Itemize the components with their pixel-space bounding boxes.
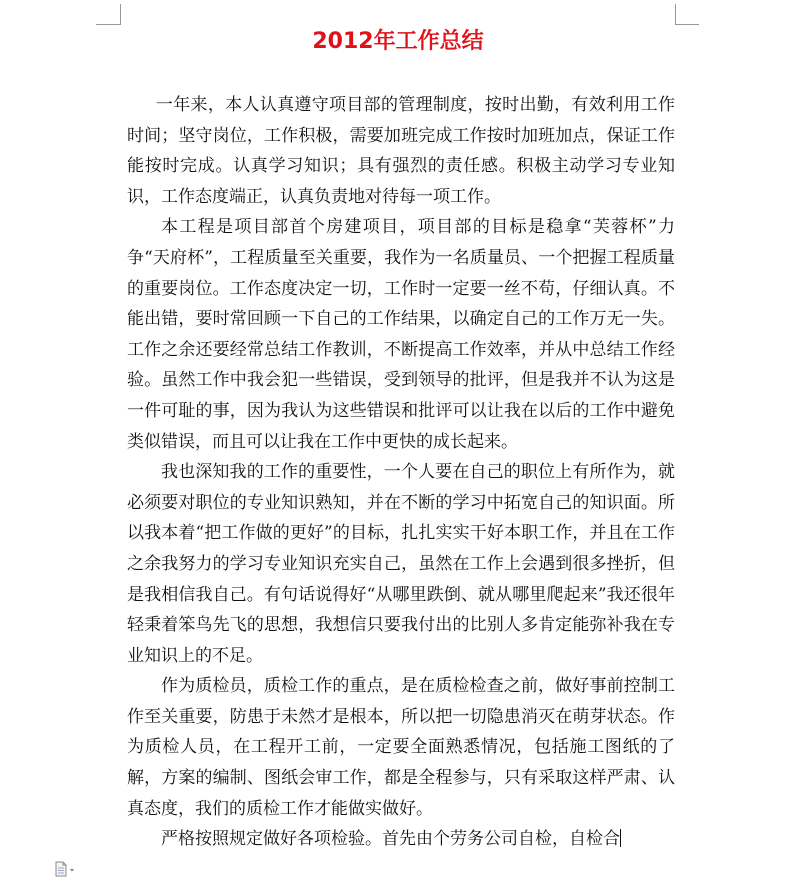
text-cursor — [620, 829, 621, 847]
paragraph-3: 我也深知我的工作的重要性，一个人要在自己的职位上有所作为，就必须要对职位的专业知识熟知，并在不断的学习中拓宽自己的知识面。所以我本着“把工作做的更好”的目标，扎扎实实干好本职工作，并且在工作之余我努力的学习专业知识充实自己，虽然在工作上会遇到很多挫折，但是我相信我自己。有句话说得好“从哪里跌倒、就从哪里爬起来”我还很年轻秉着笨鸟先飞的思想，我想信只要我付出的比别人多肯定能弥补我在专业知识上的不足。 — [127, 462, 675, 666]
document-body[interactable] — [127, 90, 675, 855]
paragraph-2: 本工程是项目部首个房建项目，项目部的目标是稳拿“芙蓉杯”力争“天府杯”，工程质量至关重要，我作为一名质量员、一个把握工程质量的重要岗位。工作态度决定一切，工作时一定要一丝不苟，仔细认真。不能出错，要时常回顾一下自己的工作结果，以确定自己的工作万无一失。工作之余还要经常总结工作教训，不断提高工作效率，并从中总结工作经验。虽然工作中我会犯一些错误，受到领导的批评，但是我并不认为这是一件可耻的事，因为我认为这些错误和批评可以让我在以后的工作中避免类似错误，而且可以让我在工作中更快的成长起来。 — [127, 217, 675, 452]
paragraph-4: 作为质检员，质检工作的重点，是在质检检查之前，做好事前控制工作至关重要，防患于未然才是根本，所以把一切隐患消灭在萌芽状态。作为质检人员，在工程开工前，一定要全面熟悉情况，包括施工图纸的了解，方案的编制、图纸会审工作，都是全程参与，只有采取这样严肃、认真态度，我们的质检工作才能做实做好。 — [127, 676, 675, 819]
paragraph-5 — [127, 824, 675, 855]
document-title: 2012年工作总结 — [312, 29, 484, 54]
paragraph-5-text: 严格按照规定做好各项检验。首先由个劳务公司自检，自检合 — [161, 829, 620, 850]
paragraph-1: 一年来，本人认真遵守项目部的管理制度，按时出勤，有效利用工作时间；坚守岗位，工作积极，需要加班完成工作按时加班加点，保证工作能按时完成。认真学习知识；具有强烈的责任感。积极主动学习专业知识，工作态度端正，认真负责地对待每一项工作。 — [127, 95, 675, 207]
document-icon[interactable] — [54, 861, 76, 877]
